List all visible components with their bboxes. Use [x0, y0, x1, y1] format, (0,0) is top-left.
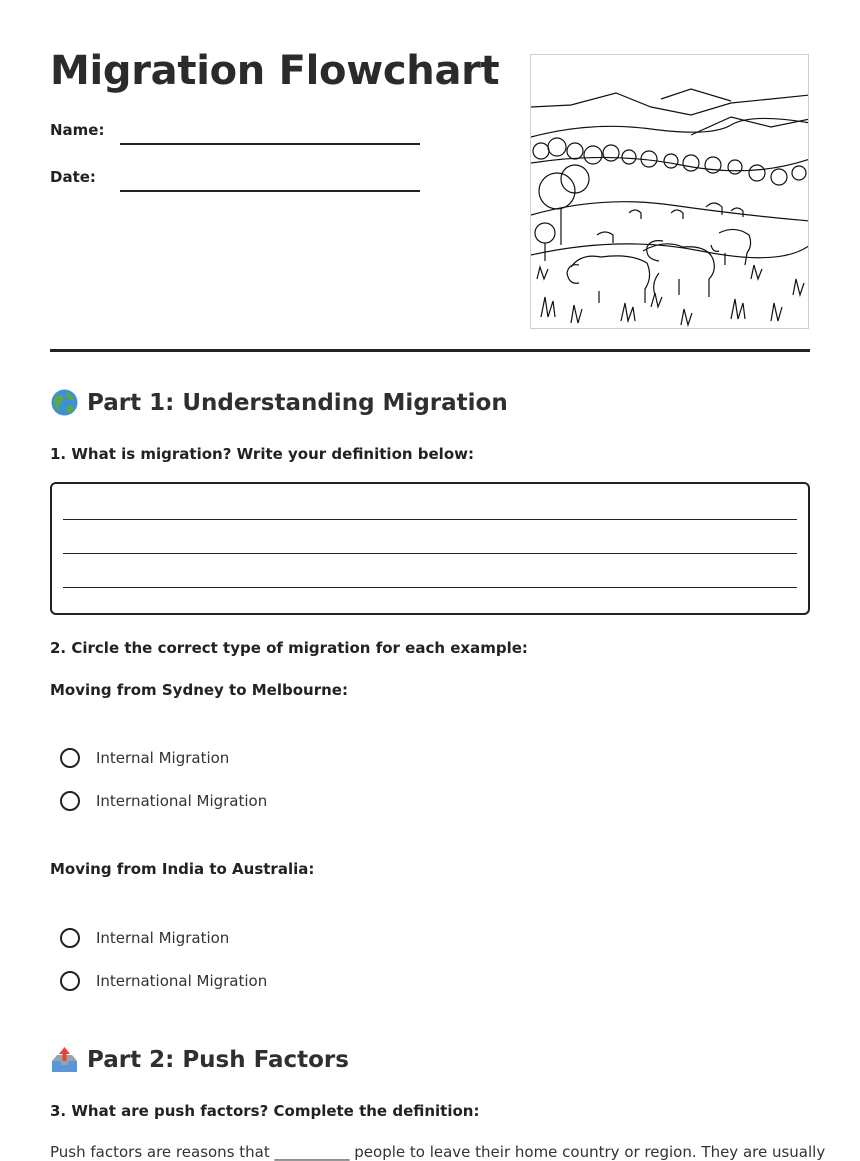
radio-circle[interactable]	[60, 928, 80, 948]
worksheet-title: Migration Flowchart	[50, 48, 500, 94]
question-3: 3. What are push factors? Complete the definition:	[50, 1102, 480, 1120]
savanna-illustration	[530, 54, 809, 329]
definition-answer-box[interactable]	[50, 482, 810, 615]
radio-circle[interactable]	[60, 748, 80, 768]
option-international-migration[interactable]: International Migration	[60, 971, 267, 991]
option-internal-migration[interactable]: Internal Migration	[60, 928, 229, 948]
header-divider	[50, 349, 810, 352]
part2-heading: Part 2: Push Factors	[50, 1045, 349, 1074]
option-international-migration[interactable]: International Migration	[60, 791, 267, 811]
answer-line	[63, 553, 797, 554]
date-label: Date:	[50, 168, 96, 186]
push-factors-definition: Push factors are reasons that __________ people to leave their home country or region. They are usually	[50, 1143, 826, 1161]
question-2: 2. Circle the correct type of migration for each example:	[50, 639, 528, 657]
radio-circle[interactable]	[60, 971, 80, 991]
answer-line	[63, 587, 797, 588]
part1-heading: Part 1: Understanding Migration	[50, 388, 508, 417]
option-internal-migration[interactable]: Internal Migration	[60, 748, 229, 768]
question-1: 1. What is migration? Write your definition below:	[50, 445, 474, 463]
outbox-tray-icon	[50, 1045, 79, 1074]
example-sydney-melbourne: Moving from Sydney to Melbourne:	[50, 681, 348, 699]
example-india-australia: Moving from India to Australia:	[50, 860, 315, 878]
date-line[interactable]	[120, 190, 420, 192]
name-line[interactable]	[120, 143, 420, 145]
answer-line	[63, 519, 797, 520]
name-label: Name:	[50, 121, 105, 139]
globe-icon	[50, 388, 79, 417]
radio-circle[interactable]	[60, 791, 80, 811]
